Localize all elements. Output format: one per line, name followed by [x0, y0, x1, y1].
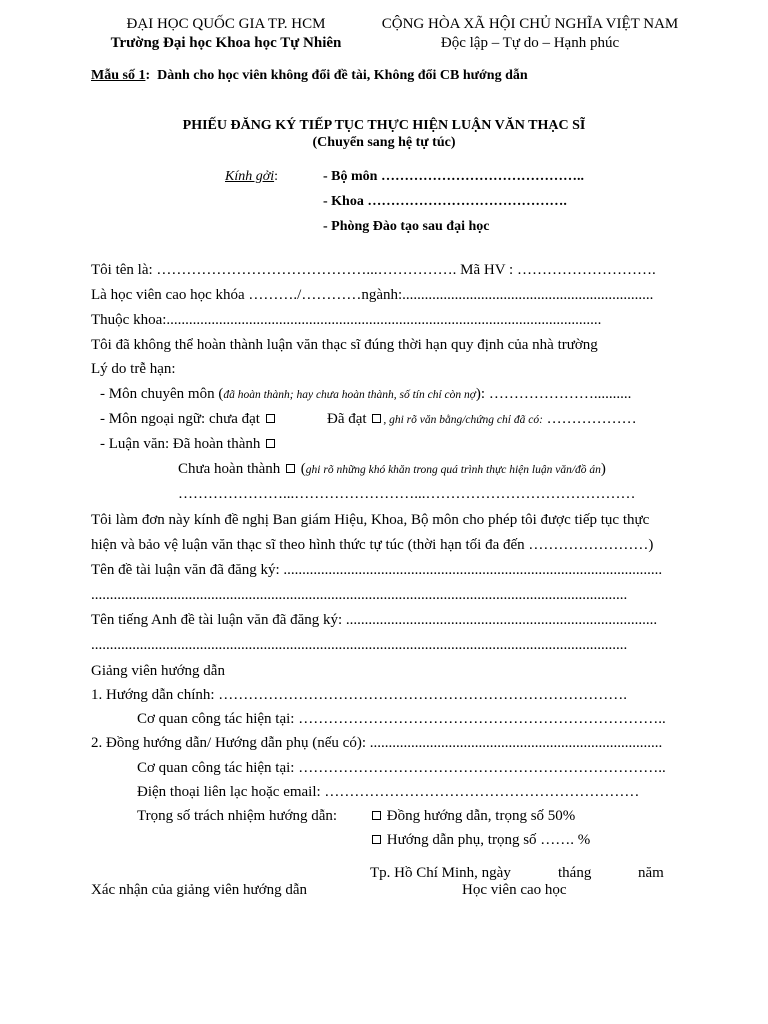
major-subject-line — [100, 386, 631, 403]
co-advisor-line: 2. Đồng hướng dẫn/ Hướng dẫn phụ (nếu có): .............................................................................. — [91, 735, 663, 751]
date-month: tháng — [558, 865, 592, 881]
thesis-done-label: - Luận văn: Đã hoàn thành — [100, 436, 261, 452]
recipient-graduate-office: - Phòng Đào tạo sau đại học — [323, 219, 490, 234]
thesis-difficulty-dots: …………………...……………………...…………………………………… — [178, 486, 636, 502]
thesis-done-line — [100, 436, 277, 453]
thesis-topic-en: Tên tiếng Anh đề tài luận văn đã đăng ký: ................................................................................... — [91, 612, 658, 628]
advisors-label: Giảng viên hướng dẫn — [91, 663, 225, 679]
major-subject-note: đã hoàn thành; hay chưa hoàn thành, số tín chỉ còn nợ — [223, 389, 476, 401]
recipients-colon: : — [274, 169, 278, 184]
sub-advisor-checkbox[interactable] — [372, 835, 381, 844]
faculty-name: Trường Đại học Khoa học Tự Nhiên — [110, 35, 342, 51]
recipients-label — [225, 169, 278, 185]
thesis-not-done-label: Chưa hoàn thành — [178, 461, 281, 477]
recipient-department: - Bộ môn …………………………………….. — [323, 169, 584, 184]
university-name: ĐẠI HỌC QUỐC GIA TP. HCM — [126, 16, 326, 32]
responsibility-weight-label: Trọng số trách nhiệm hướng dẫn: — [137, 808, 338, 824]
thesis-topic-en-dots: ............................................................................................................................................... — [91, 637, 628, 653]
thesis-note-close: ) — [600, 461, 606, 477]
recipients-label-text: Kính gởi — [225, 169, 275, 184]
country-name: CỘNG HÒA XÃ HỘI CHỦ NGHĨA VIỆT NAM — [381, 16, 679, 32]
thesis-not-done-line — [178, 461, 606, 478]
co-advisor-weight-option — [370, 808, 575, 825]
co-advisor-org: Cơ quan công tác hiện tại: ……………………………………………………………….. — [137, 760, 666, 776]
passed-checkbox[interactable] — [372, 414, 381, 423]
name-line: Tôi tên là: ……………………………………...……………. Mã HV : ………………………. — [91, 262, 656, 278]
co-advisor-checkbox[interactable] — [372, 811, 381, 820]
passed-label: Đã đạt — [327, 411, 367, 427]
place-date: Tp. Hồ Chí Minh, ngày — [370, 865, 511, 881]
thesis-not-done-checkbox[interactable] — [286, 464, 295, 473]
co-advisor-option-label: Đồng hướng dẫn, trọng số 50% — [386, 808, 576, 824]
thesis-difficulty-note: ghi rõ những khó khăn trong quá trình thực hiện luận văn/đồ án — [305, 464, 601, 476]
co-advisor-contact: Điện thoại liên lạc hoặc email: ……………………………………………………… — [137, 784, 640, 800]
student-signature-label: Học viên cao học — [462, 882, 567, 898]
form-code-label: Mẫu số 1 — [91, 68, 146, 83]
request-line-1: Tôi làm đơn này kính đề nghị Ban giám Hiệu, Khoa, Bộ môn cho phép tôi được tiếp tục thực — [91, 512, 650, 528]
reason-label: Lý do trễ hạn: — [91, 361, 176, 377]
form-title: PHIẾU ĐĂNG KÝ TIẾP TỤC THỰC HIỆN LUẬN VĂN THẠC SĨ — [182, 118, 586, 133]
thesis-done-checkbox[interactable] — [266, 439, 275, 448]
thesis-topic-vi: Tên đề tài luận văn đã đăng ký: ..................................................................................................... — [91, 562, 663, 578]
certificate-dots: ……………… — [542, 411, 637, 427]
faculty-line: Thuộc khoa:.................................................................................................................... — [91, 312, 602, 328]
main-advisor-org: Cơ quan công tác hiện tại: ……………………………………………………………….. — [137, 711, 666, 727]
foreign-language-label: - Môn ngoại ngữ: chưa đạt — [100, 411, 260, 427]
request-line-2: hiện và bảo vệ luận văn thạc sĩ theo hình thức tự túc (thời hạn tối đa đến ……………………) — [91, 537, 654, 553]
form-subtitle: (Chuyển sang hệ tự túc) — [312, 135, 456, 150]
foreign-language-line — [100, 411, 277, 428]
form-code-description: Dành cho học viên không đổi đề tài, Không đổi CB hướng dẫn — [157, 68, 528, 83]
main-advisor-line: 1. Hướng dẫn chính: ………………………………………………………………………. — [91, 687, 628, 703]
form-code-colon: : — [145, 68, 151, 83]
major-subject-label: - Môn chuyên môn ( — [100, 386, 224, 402]
certificate-note: , ghi rõ văn bằng/chứng chỉ đã có: — [383, 414, 543, 426]
date-year: năm — [638, 865, 664, 881]
statement-line: Tôi đã không thể hoàn thành luận văn thạc sĩ đúng thời hạn quy định của nhà trường — [91, 337, 598, 353]
major-subject-dots: ): ………………….......... — [475, 386, 632, 402]
advisor-confirmation: Xác nhận của giảng viên hướng dẫn — [91, 882, 307, 898]
sub-advisor-weight-option — [370, 832, 590, 849]
sub-advisor-option-label: Hướng dẫn phụ, trọng số ……. % — [386, 832, 591, 848]
foreign-language-passed — [327, 411, 637, 428]
thesis-note-open: ( — [297, 461, 306, 477]
not-passed-checkbox[interactable] — [266, 414, 275, 423]
thesis-topic-vi-dots: ............................................................................................................................................... — [91, 587, 628, 603]
recipient-faculty: - Khoa ……………………………………. — [323, 194, 567, 209]
national-motto: Độc lập – Tự do – Hạnh phúc — [440, 35, 620, 51]
course-line: Là học viên cao học khóa ………./…………ngành:................................................................... — [91, 287, 654, 303]
form-code-line — [91, 68, 528, 84]
